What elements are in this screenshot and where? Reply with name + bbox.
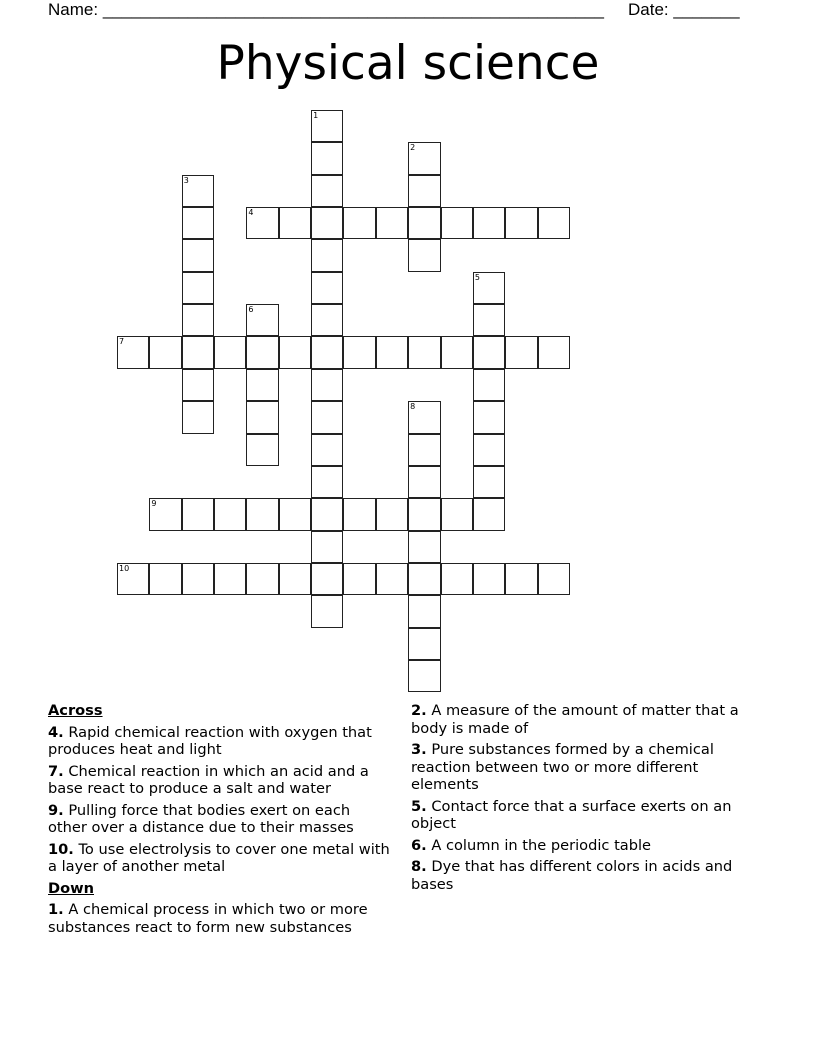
grid-cell[interactable] bbox=[246, 434, 278, 466]
clue-num: 4. bbox=[48, 723, 64, 741]
grid-cell[interactable] bbox=[149, 498, 181, 530]
grid-cell[interactable] bbox=[182, 401, 214, 433]
clue-number: 6 bbox=[248, 305, 254, 315]
across-clue bbox=[48, 802, 393, 837]
grid-cell[interactable] bbox=[505, 563, 537, 595]
down-clue bbox=[411, 858, 756, 893]
grid-cell[interactable] bbox=[279, 498, 311, 530]
grid-cell[interactable] bbox=[376, 498, 408, 530]
clue-text: Dye that has different colors in acids and bases bbox=[411, 858, 733, 893]
clue-text: A chemical process in which two or more substances react to form new substances bbox=[48, 901, 368, 936]
grid-cell[interactable] bbox=[343, 563, 375, 595]
across-heading: Across bbox=[48, 702, 103, 719]
grid-cell[interactable] bbox=[246, 563, 278, 595]
clue-text: A column in the periodic table bbox=[431, 836, 652, 854]
grid-cell[interactable] bbox=[473, 466, 505, 498]
clue-text: Chemical reaction in which an acid and a base react to produce a salt and water bbox=[48, 762, 369, 797]
grid-cell[interactable] bbox=[311, 175, 343, 207]
grid-cell[interactable] bbox=[279, 563, 311, 595]
grid-cell[interactable] bbox=[214, 336, 246, 368]
grid-cell[interactable] bbox=[408, 336, 440, 368]
down-heading: Down bbox=[48, 879, 95, 897]
grid-cell[interactable] bbox=[376, 207, 408, 239]
name-field[interactable] bbox=[48, 0, 604, 20]
grid-cell[interactable] bbox=[441, 207, 473, 239]
grid-cell[interactable] bbox=[408, 563, 440, 595]
clue-text: To use electrolysis to cover one metal with a layer of another metal bbox=[48, 840, 390, 875]
clue-num: 7. bbox=[48, 762, 64, 780]
grid-cell[interactable] bbox=[343, 336, 375, 368]
clues-left bbox=[48, 702, 393, 940]
grid-cell[interactable] bbox=[473, 304, 505, 336]
grid-cell[interactable] bbox=[246, 401, 278, 433]
name-blank: _____________________________________________________ bbox=[102, 0, 604, 19]
grid-cell[interactable] bbox=[246, 207, 278, 239]
grid-cell[interactable] bbox=[246, 369, 278, 401]
grid-cell[interactable] bbox=[505, 336, 537, 368]
grid-cell[interactable] bbox=[279, 207, 311, 239]
grid-cell[interactable] bbox=[311, 304, 343, 336]
grid-cell[interactable] bbox=[376, 563, 408, 595]
grid-cell[interactable] bbox=[473, 498, 505, 530]
clue-number: 7 bbox=[119, 337, 125, 347]
grid-cell[interactable] bbox=[408, 142, 440, 174]
grid-cell[interactable] bbox=[246, 498, 278, 530]
grid-cell[interactable] bbox=[182, 498, 214, 530]
grid-cell[interactable] bbox=[311, 531, 343, 563]
grid-cell[interactable] bbox=[408, 401, 440, 433]
date-field[interactable] bbox=[628, 0, 740, 20]
clues-right bbox=[411, 702, 756, 897]
name-label: Name: bbox=[48, 0, 99, 19]
grid-cell[interactable] bbox=[311, 142, 343, 174]
grid-cell[interactable] bbox=[441, 336, 473, 368]
clue-text: Pure substances formed by a chemical reaction between two or more different elements bbox=[411, 741, 714, 793]
clue-num: 1. bbox=[48, 901, 64, 918]
grid-cell[interactable] bbox=[473, 336, 505, 368]
grid-cell[interactable] bbox=[538, 336, 570, 368]
grid-cell[interactable] bbox=[311, 272, 343, 304]
across-clue bbox=[48, 724, 393, 759]
grid-cell[interactable] bbox=[182, 175, 214, 207]
grid-cell[interactable] bbox=[408, 628, 440, 660]
grid-cell[interactable] bbox=[117, 336, 149, 368]
grid-cell[interactable] bbox=[441, 563, 473, 595]
grid-cell[interactable] bbox=[214, 563, 246, 595]
grid-cell[interactable] bbox=[149, 563, 181, 595]
grid-cell[interactable] bbox=[182, 239, 214, 271]
clue-number: 10 bbox=[119, 563, 130, 573]
grid-cell[interactable] bbox=[182, 207, 214, 239]
grid-cell[interactable] bbox=[408, 466, 440, 498]
clue-num: 8. bbox=[411, 858, 427, 875]
clue-number: 4 bbox=[248, 208, 254, 218]
date-label: Date: bbox=[628, 0, 669, 19]
clue-number: 5 bbox=[474, 272, 480, 282]
grid-cell[interactable] bbox=[182, 336, 214, 368]
grid-cell[interactable] bbox=[473, 369, 505, 401]
grid-cell[interactable] bbox=[408, 660, 440, 692]
across-clue bbox=[48, 763, 393, 798]
grid-cell[interactable] bbox=[408, 239, 440, 271]
down-clue bbox=[411, 837, 756, 855]
grid-cell[interactable] bbox=[473, 434, 505, 466]
grid-cell[interactable] bbox=[408, 434, 440, 466]
grid-cell[interactable] bbox=[311, 498, 343, 530]
grid-cell[interactable] bbox=[246, 304, 278, 336]
across-clue bbox=[48, 841, 393, 876]
clue-number: 2 bbox=[410, 143, 416, 153]
grid-cell[interactable] bbox=[343, 498, 375, 530]
grid-cell[interactable] bbox=[311, 110, 343, 142]
grid-cell[interactable] bbox=[311, 207, 343, 239]
clue-num: 9. bbox=[48, 801, 64, 819]
down-clue bbox=[411, 741, 756, 794]
grid-cell[interactable] bbox=[408, 175, 440, 207]
grid-cell[interactable] bbox=[473, 563, 505, 595]
clue-text: Pulling force that bodies exert on each other over a distance due to their masses bbox=[48, 801, 354, 836]
down-clue bbox=[411, 702, 756, 737]
clue-number: 8 bbox=[410, 402, 416, 412]
grid-cell[interactable] bbox=[505, 207, 537, 239]
clue-number: 9 bbox=[151, 499, 157, 509]
grid-cell[interactable] bbox=[182, 272, 214, 304]
grid-cell[interactable] bbox=[441, 498, 473, 530]
grid-cell[interactable] bbox=[311, 466, 343, 498]
grid-cell[interactable] bbox=[279, 336, 311, 368]
grid-cell[interactable] bbox=[473, 207, 505, 239]
grid-cell[interactable] bbox=[182, 563, 214, 595]
grid-cell[interactable] bbox=[408, 207, 440, 239]
grid-cell[interactable] bbox=[214, 498, 246, 530]
grid-cell[interactable] bbox=[538, 563, 570, 595]
down-clue bbox=[48, 901, 393, 936]
clue-num: 10. bbox=[48, 840, 74, 858]
grid-cell[interactable] bbox=[311, 563, 343, 595]
grid-cell[interactable] bbox=[246, 336, 278, 368]
clue-number: 3 bbox=[183, 175, 189, 185]
clue-text: A measure of the amount of matter that a body is made of bbox=[411, 702, 739, 737]
grid-cell[interactable] bbox=[538, 207, 570, 239]
grid-cell[interactable] bbox=[311, 434, 343, 466]
grid-cell[interactable] bbox=[473, 272, 505, 304]
grid-cell[interactable] bbox=[376, 336, 408, 368]
clue-num: 6. bbox=[411, 836, 427, 854]
clue-text: Contact force that a surface exerts on an object bbox=[411, 797, 732, 832]
down-clue bbox=[411, 798, 756, 833]
grid-cell[interactable] bbox=[182, 369, 214, 401]
clue-text: Rapid chemical reaction with oxygen that produces heat and light bbox=[48, 723, 372, 758]
grid-cell[interactable] bbox=[311, 239, 343, 271]
grid-cell[interactable] bbox=[311, 401, 343, 433]
clue-num: 2. bbox=[411, 702, 427, 719]
grid-cell[interactable] bbox=[343, 207, 375, 239]
grid-cell[interactable] bbox=[408, 531, 440, 563]
grid-cell[interactable] bbox=[149, 336, 181, 368]
grid-cell[interactable] bbox=[408, 498, 440, 530]
date-blank: _______ bbox=[673, 0, 740, 19]
clue-number: 1 bbox=[313, 111, 319, 120]
grid-cell[interactable] bbox=[182, 304, 214, 336]
grid-cell[interactable] bbox=[408, 595, 440, 627]
grid-cell[interactable] bbox=[311, 336, 343, 368]
clue-num: 3. bbox=[411, 741, 427, 758]
grid-cell[interactable] bbox=[473, 401, 505, 433]
grid-cell[interactable] bbox=[311, 595, 343, 627]
page-title: Physical science bbox=[216, 36, 600, 91]
grid-cell[interactable] bbox=[117, 563, 149, 595]
grid-cell[interactable] bbox=[311, 369, 343, 401]
clue-num: 5. bbox=[411, 797, 427, 815]
